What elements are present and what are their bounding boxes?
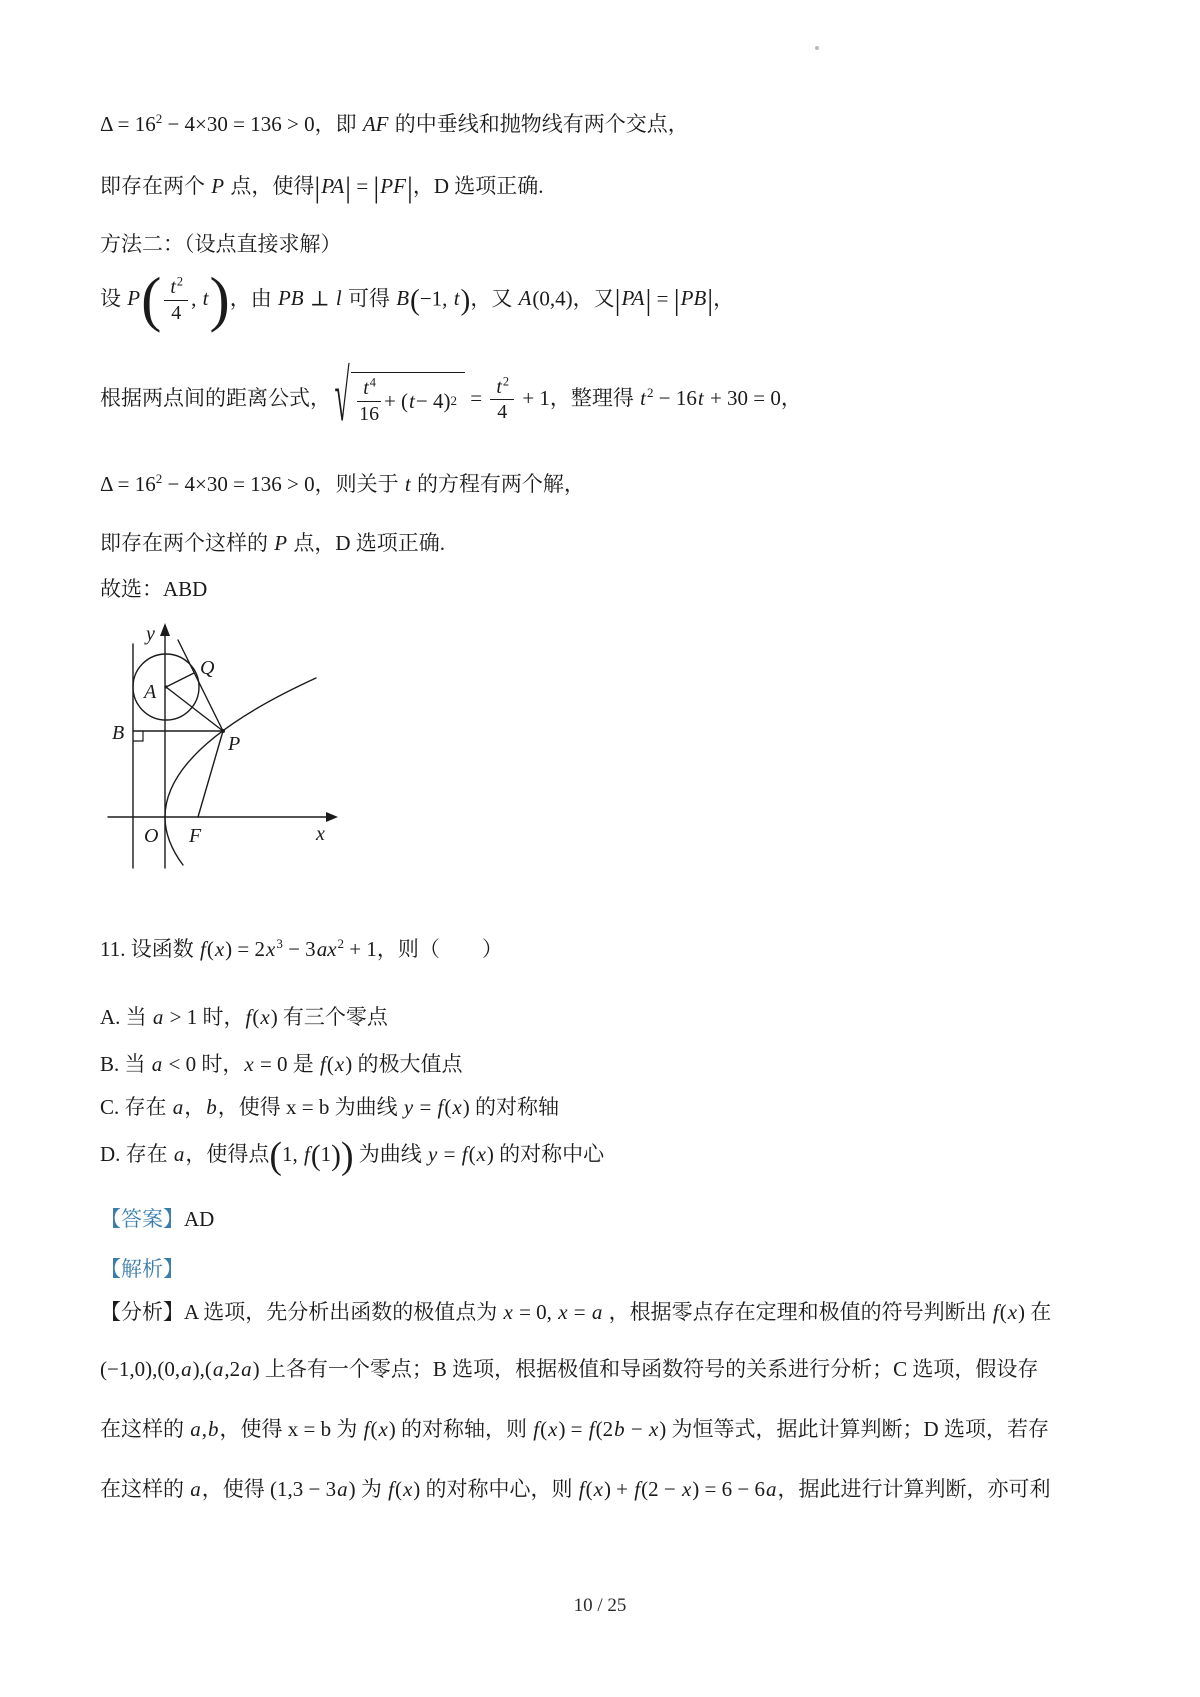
- solution-line-conclusion-d1: 即存在两个 P 点，使得|PA| = |PF|，D 选项正确.: [100, 172, 544, 205]
- right-angle-mark: [133, 731, 143, 741]
- method-two-heading: 方法二：（设点直接求解）: [100, 232, 342, 256]
- solution-line-discriminant-2: $\Delta = 16^2 - 4\times 30 = 136 > 0$，则关于 t 的方程有两个解，: [100, 471, 585, 496]
- x-axis-arrow: [326, 812, 338, 822]
- option-c: C. 存在 a，b，使得 x = b 为曲线 y = f(x) 的对称轴: [100, 1095, 559, 1119]
- parabola-curve: [165, 678, 316, 865]
- question-11-stem: 11. 设函数 $f(x) = 2x^3 - 3ax^2 + 1$，则（ ）: [100, 936, 503, 961]
- label-x: x: [316, 823, 325, 845]
- analysis-paragraph-line-3: 在这样的 a,b，使得 x = b 为 f(x) 的对称轴，则 f(x) = f(2b − x) 为恒等式，据此计算判断；D 选项，若存: [100, 1417, 1049, 1441]
- analysis-label-line: 【解析】: [100, 1257, 184, 1281]
- tangent-line-qp: [178, 640, 223, 731]
- option-a: A. 当 a > 1 时，f(x) 有三个零点: [100, 1005, 388, 1029]
- point-p-dot: [221, 729, 225, 733]
- analysis-paragraph-line-1: 【分析】A 选项，先分析出函数的极值点为 x = 0, x = a ，根据零点存在定理和极值的符号判断出 f(x) 在: [100, 1300, 1052, 1324]
- stray-scan-dot: [815, 46, 819, 50]
- segment-aq: [166, 673, 194, 687]
- option-d: D. 存在 a，使得点(1, f(1)) 为曲线 y = f(x) 的对称中心: [100, 1135, 605, 1178]
- answer-label-line: 【答案】AD: [100, 1207, 215, 1231]
- analysis-paragraph-line-2: (−1,0),(0,a),(a,2a) 上各有一个零点；B 选项，根据极值和导函数符号的关系进行分析；C 选项，假设存: [100, 1357, 1039, 1381]
- solution-line-conclusion-d2: 即存在两个这样的 P 点，D 选项正确.: [100, 531, 445, 555]
- segment-pf: [198, 731, 223, 817]
- analysis-paragraph-line-4: 在这样的 a，使得 (1,3 − 3a) 为 f(x) 的对称中心，则 f(x) + f(2 − x) = 6 − 6a，据此进行计算判断，亦可利: [100, 1477, 1051, 1501]
- label-f: F: [189, 825, 202, 847]
- point-a-dot: [164, 685, 167, 688]
- label-a: A: [144, 681, 157, 703]
- formula-line-distance: 根据两点间的距离公式， √ $\frac{t^4}{16}$ + ( t − 4) 2 = $\frac{t^2}{4}$ + 1，整理得 $t^2 - 16t + 30 = 0$，: [100, 356, 802, 437]
- label-q: Q: [200, 657, 215, 679]
- page-number: 10 / 25: [573, 1595, 627, 1616]
- parabola-circle-figure: [100, 618, 340, 870]
- label-b: B: [112, 722, 125, 744]
- option-b: B. 当 a < 0 时，x = 0 是 f(x) 的极大值点: [100, 1052, 463, 1076]
- solution-line-discriminant-1: $\Delta = 16^2 - 4\times 30 = 136 > 0$，即 AF 的中垂线和抛物线有两个交点，: [100, 111, 689, 136]
- y-axis-arrow: [160, 623, 170, 636]
- formula-line-point-p: 设 P( $\frac{t^2}{4}$ , t)，由 PB ⊥ l 可得 B(−1, t)，又 A(0,4)，又|PA| = |PB|，: [100, 266, 735, 334]
- answer-choice-line: 故选：ABD: [100, 577, 208, 601]
- label-y: y: [146, 623, 155, 645]
- segment-ap: [166, 687, 223, 731]
- label-o: O: [144, 825, 159, 847]
- label-p: P: [228, 733, 241, 755]
